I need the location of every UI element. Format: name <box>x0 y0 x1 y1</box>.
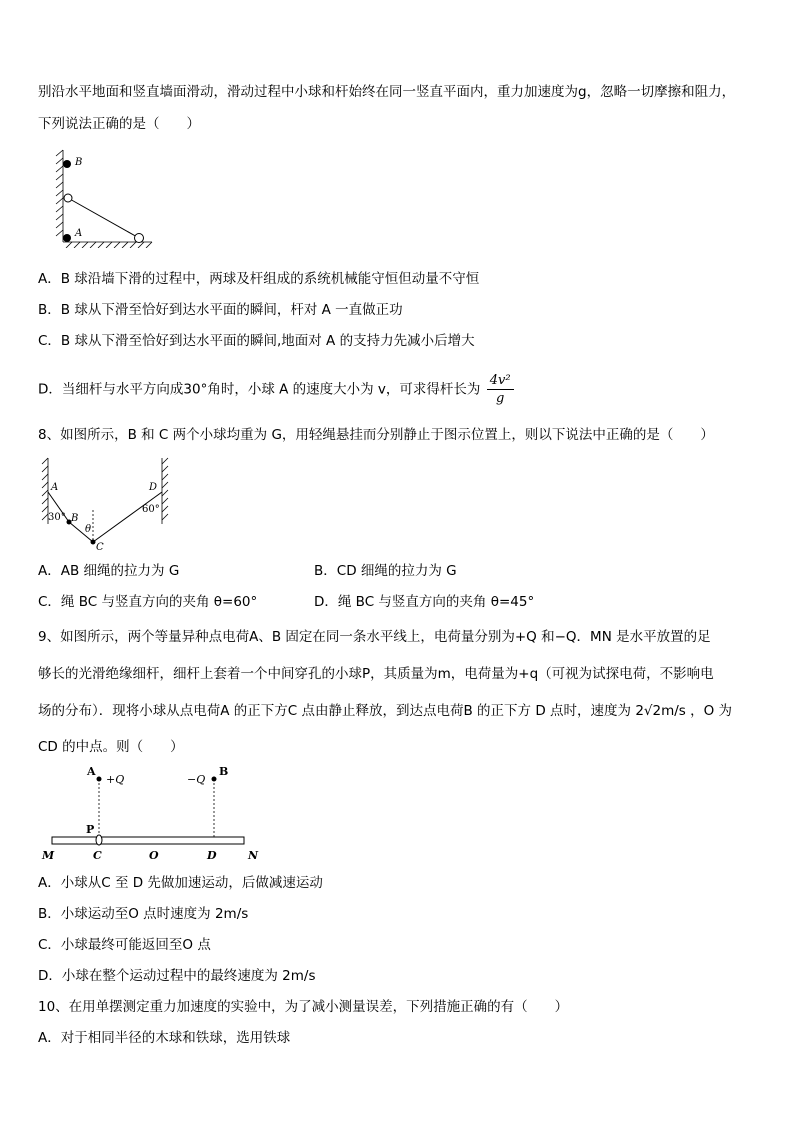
q7-option-c: C．B 球从下滑至恰好到达水平面的瞬间,地面对 A 的支持力先减小后增大 <box>38 333 475 349</box>
q9-option-c: C．小球最终可能返回至O 点 <box>38 937 211 953</box>
q7-stem-line1: 别沿水平地面和竖直墙面滑动，滑动过程中小球和杆始终在同一竖直平面内，重力加速度为g，忽略一切摩擦和阻力， <box>38 84 736 100</box>
q7-stem-line2: 下列说法正确的是（ ） <box>38 116 200 132</box>
q8-option-c: C．绳 BC 与竖直方向的夹角 θ=60° <box>38 594 258 610</box>
q8-option-a: A．AB 细绳的拉力为 G <box>38 563 180 579</box>
q9-label-p: P <box>86 823 95 836</box>
q7-ball-open-top <box>64 194 72 202</box>
q8-figure <box>40 456 172 552</box>
q10-option-a: A．对于相同半径的木球和铁球，选用铁球 <box>38 1030 291 1046</box>
q9-label-o: O <box>149 849 159 862</box>
q9-label-n: N <box>248 849 259 862</box>
q7-label-b: B <box>75 157 83 168</box>
q8-rope-cd <box>93 492 162 542</box>
q9-stem-line1: 9、如图所示，两个等量异种点电荷A、B 固定在同一条水平线上，电荷量分别为+Q 和−Q．MN 是水平放置的足 <box>38 629 711 645</box>
q9-charge-a <box>97 777 102 782</box>
q7-option-d-denominator: g <box>495 391 505 406</box>
q9-stem-line4: CD 的中点。则（ ） <box>38 739 184 755</box>
q8-label-c: C <box>96 542 104 552</box>
q7-option-b: B．B 球从下滑至恰好到达水平面的瞬间，杆对 A 一直做正功 <box>38 302 403 318</box>
q7-label-a: A <box>75 228 83 239</box>
q7-option-d <box>38 372 514 407</box>
q9-charge-a-label: +Q <box>106 773 125 786</box>
q9-option-b: B．小球运动至O 点时速度为 2m/s <box>38 906 249 922</box>
q7-figure <box>52 148 162 248</box>
q8-right-wall <box>162 458 168 524</box>
q9-stem-line3: 场的分布）．现将小球从点电荷A 的正下方C 点由静止释放，到达点电荷B 的正下方 D 点时，速度为 2√2m/s ，O 为 <box>38 703 733 719</box>
q9-stem-line2: 够长的光滑绝缘细杆，细杆上套着一个中间穿孔的小球P，其质量为m，电荷量为+q（可视为试探电荷，不影响电 <box>38 666 714 682</box>
q9-charge-b-label: −Q <box>187 773 206 786</box>
q8-theta: θ <box>85 524 92 535</box>
q9-label-m: M <box>42 849 55 862</box>
q7-ball-open-right <box>135 234 144 243</box>
q8-label-d: D <box>149 482 158 493</box>
q9-option-d: D．小球在整个运动过程中的最终速度为 2m/s <box>38 968 316 984</box>
q8-angle-right: 60° <box>142 504 160 515</box>
q9-ball-p <box>96 835 102 845</box>
q9-option-a: A．小球从C 至 D 先做加速运动，后做减速运动 <box>38 875 323 891</box>
q7-ball-a <box>63 234 71 242</box>
q8-angle-left: 30° <box>48 512 66 523</box>
q9-label-b: B <box>219 765 229 778</box>
q9-label-a: A <box>87 765 96 778</box>
q8-stem: 8、如图所示，B 和 C 两个小球均重为 G，用轻绳悬挂而分别静止于图示位置上，则以下说法中正确的是（ ） <box>38 427 714 443</box>
q9-label-d: D <box>207 849 217 862</box>
q7-option-a: A．B 球沿墙下滑的过程中，两球及杆组成的系统机械能守恒但动量不守恒 <box>38 271 480 287</box>
q7-option-d-text: D．当细杆与水平方向成30°角时，小球 A 的速度大小为 v，可求得杆长为 <box>38 381 481 398</box>
q7-option-d-numerator: 4v² <box>487 372 514 390</box>
q10-stem: 10、在用单摆测定重力加速度的实验中，为了减小测量误差，下列措施正确的有（ ） <box>38 999 569 1015</box>
q8-label-a: A <box>51 482 59 493</box>
q7-ball-b <box>63 160 71 168</box>
q7-wall-hatch <box>56 150 63 242</box>
q9-figure <box>38 763 268 863</box>
q9-rod-mn <box>52 837 244 844</box>
q7-option-d-fraction <box>487 372 514 407</box>
q9-charge-b <box>212 777 217 782</box>
q8-ball-c <box>91 540 96 545</box>
q8-option-d: D．绳 BC 与竖直方向的夹角 θ=45° <box>314 594 535 610</box>
q9-label-c: C <box>93 849 102 862</box>
q8-option-b: B．CD 细绳的拉力为 G <box>314 563 457 579</box>
q8-label-b: B <box>71 513 79 524</box>
